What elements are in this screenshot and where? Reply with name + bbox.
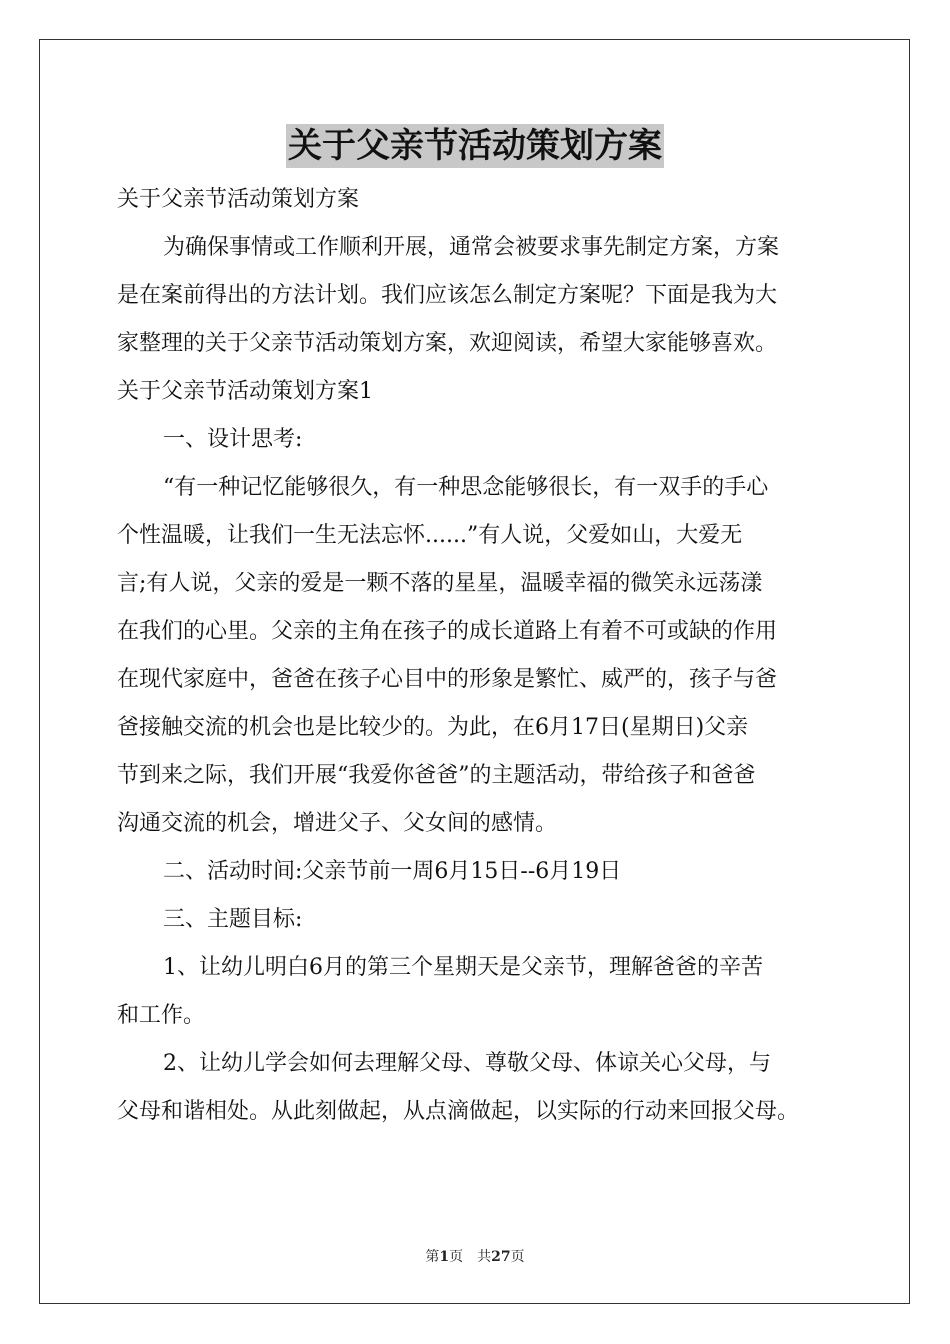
line-text: 在我们的心里。父亲的主角在孩子的成长道路上有着不可或缺的作用	[117, 619, 778, 644]
body-line	[117, 800, 833, 848]
line-text: 关于父亲节活动策划方案1	[117, 379, 373, 404]
page-current: 1	[439, 1249, 450, 1265]
body-line	[117, 752, 833, 800]
line-text: 三、主题目标:	[163, 907, 303, 932]
title-container	[0, 124, 950, 168]
line-text: 一、设计思考:	[163, 427, 303, 452]
page-prefix: 第	[425, 1249, 440, 1265]
line-text: 在现代家庭中，爸爸在孩子心目中的形象是繁忙、威严的，孩子与爸	[117, 667, 778, 692]
page-mid: 页 共	[449, 1249, 492, 1265]
line-text: “有一种记忆能够很久，有一种思念能够很长，有一双手的手心	[163, 475, 769, 500]
document-title: 关于父亲节活动策划方案	[288, 126, 662, 166]
body-line	[117, 1040, 833, 1088]
body-line	[117, 608, 833, 656]
body-line	[117, 560, 833, 608]
body-line	[117, 1088, 833, 1136]
line-text: 为确保事情或工作顺利开展，通常会被要求事先制定方案，方案	[163, 235, 780, 260]
line-text: 关于父亲节活动策划方案	[117, 187, 360, 212]
body-line	[117, 992, 833, 1040]
body-line	[117, 848, 833, 896]
line-text: 1、让幼儿明白6月的第三个星期天是父亲节，理解爸爸的辛苦	[163, 955, 763, 980]
body-line	[117, 320, 833, 368]
line-text: 节到来之际，我们开展“我爱你爸爸”的主题活动，带给孩子和爸爸	[117, 763, 756, 788]
body-line	[117, 656, 833, 704]
line-text: 言;有人说，父亲的爱是一颗不落的星星，温暖幸福的微笑永远荡漾	[117, 571, 763, 596]
line-text: 个性温暖，让我们一生无法忘怀......”有人说，父爱如山，大爱无	[117, 523, 743, 548]
document-body	[117, 176, 833, 1136]
line-text: 父母和谐相处。从此刻做起，从点滴做起，以实际的行动来回报父母。	[117, 1099, 800, 1124]
body-line	[117, 224, 833, 272]
line-text: 二、活动时间:父亲节前一周6月15日--6月19日	[163, 859, 622, 884]
page-total: 27	[491, 1249, 511, 1265]
body-line	[117, 512, 833, 560]
line-text: 爸接触交流的机会也是比较少的。为此，在6月17日(星期日)父亲	[117, 715, 749, 740]
body-line	[117, 464, 833, 512]
line-text: 是在案前得出的方法计划。我们应该怎么制定方案呢？下面是我为大	[117, 283, 778, 308]
page-footer	[0, 1247, 950, 1267]
body-line	[117, 176, 833, 224]
body-line	[117, 944, 833, 992]
body-line	[117, 368, 833, 416]
line-text: 和工作。	[117, 1003, 206, 1028]
line-text: 家整理的关于父亲节活动策划方案，欢迎阅读，希望大家能够喜欢。	[117, 331, 778, 356]
body-line	[117, 272, 833, 320]
body-line	[117, 896, 833, 944]
line-text: 2、让幼儿学会如何去理解父母、尊敬父母、体谅关心父母，与	[163, 1051, 771, 1076]
body-line	[117, 704, 833, 752]
page-suffix: 页	[510, 1249, 525, 1265]
line-text: 沟通交流的机会，增进父子、父女间的感情。	[117, 811, 558, 836]
body-line	[117, 416, 833, 464]
